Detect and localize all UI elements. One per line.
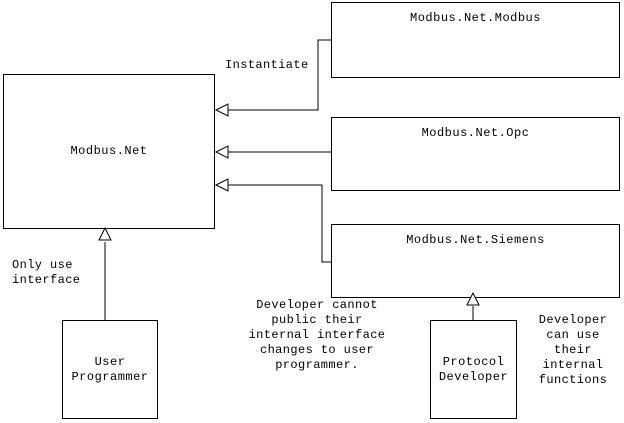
arrowhead-user-programmer xyxy=(99,228,111,240)
box-protocol-developer xyxy=(430,320,517,419)
box-modbus-net-modbus-label: Modbus.Net.Modbus xyxy=(410,11,541,25)
label-developer-cannot: Developer cannot public their internal interface changes to user programmer. xyxy=(248,298,386,372)
box-protocol-developer-label: Protocol Developer xyxy=(438,354,509,384)
arrowhead-siemens xyxy=(216,179,228,191)
box-modbus-net-opc-label: Modbus.Net.Opc xyxy=(421,126,530,140)
box-modbus-net-label: Modbus.Net xyxy=(70,144,148,158)
connector-siemens xyxy=(216,185,331,262)
box-modbus-net-opc xyxy=(331,117,620,191)
box-user-programmer xyxy=(62,320,158,419)
box-user-programmer-label: User Programmer xyxy=(71,354,149,384)
label-only-use-interface: Only use interface xyxy=(12,258,81,287)
box-modbus-net-siemens xyxy=(331,224,620,298)
arrowhead-opc xyxy=(216,146,228,158)
connector-modbus xyxy=(216,40,331,110)
arrowhead-modbus xyxy=(216,104,228,116)
box-modbus-net-modbus xyxy=(331,2,620,78)
label-developer-can-use: Developer can use their internal functions xyxy=(538,313,608,387)
box-modbus-net-siemens-label: Modbus.Net.Siemens xyxy=(406,233,545,247)
box-modbus-net xyxy=(3,74,215,229)
label-instantiate: Instantiate xyxy=(225,58,309,72)
